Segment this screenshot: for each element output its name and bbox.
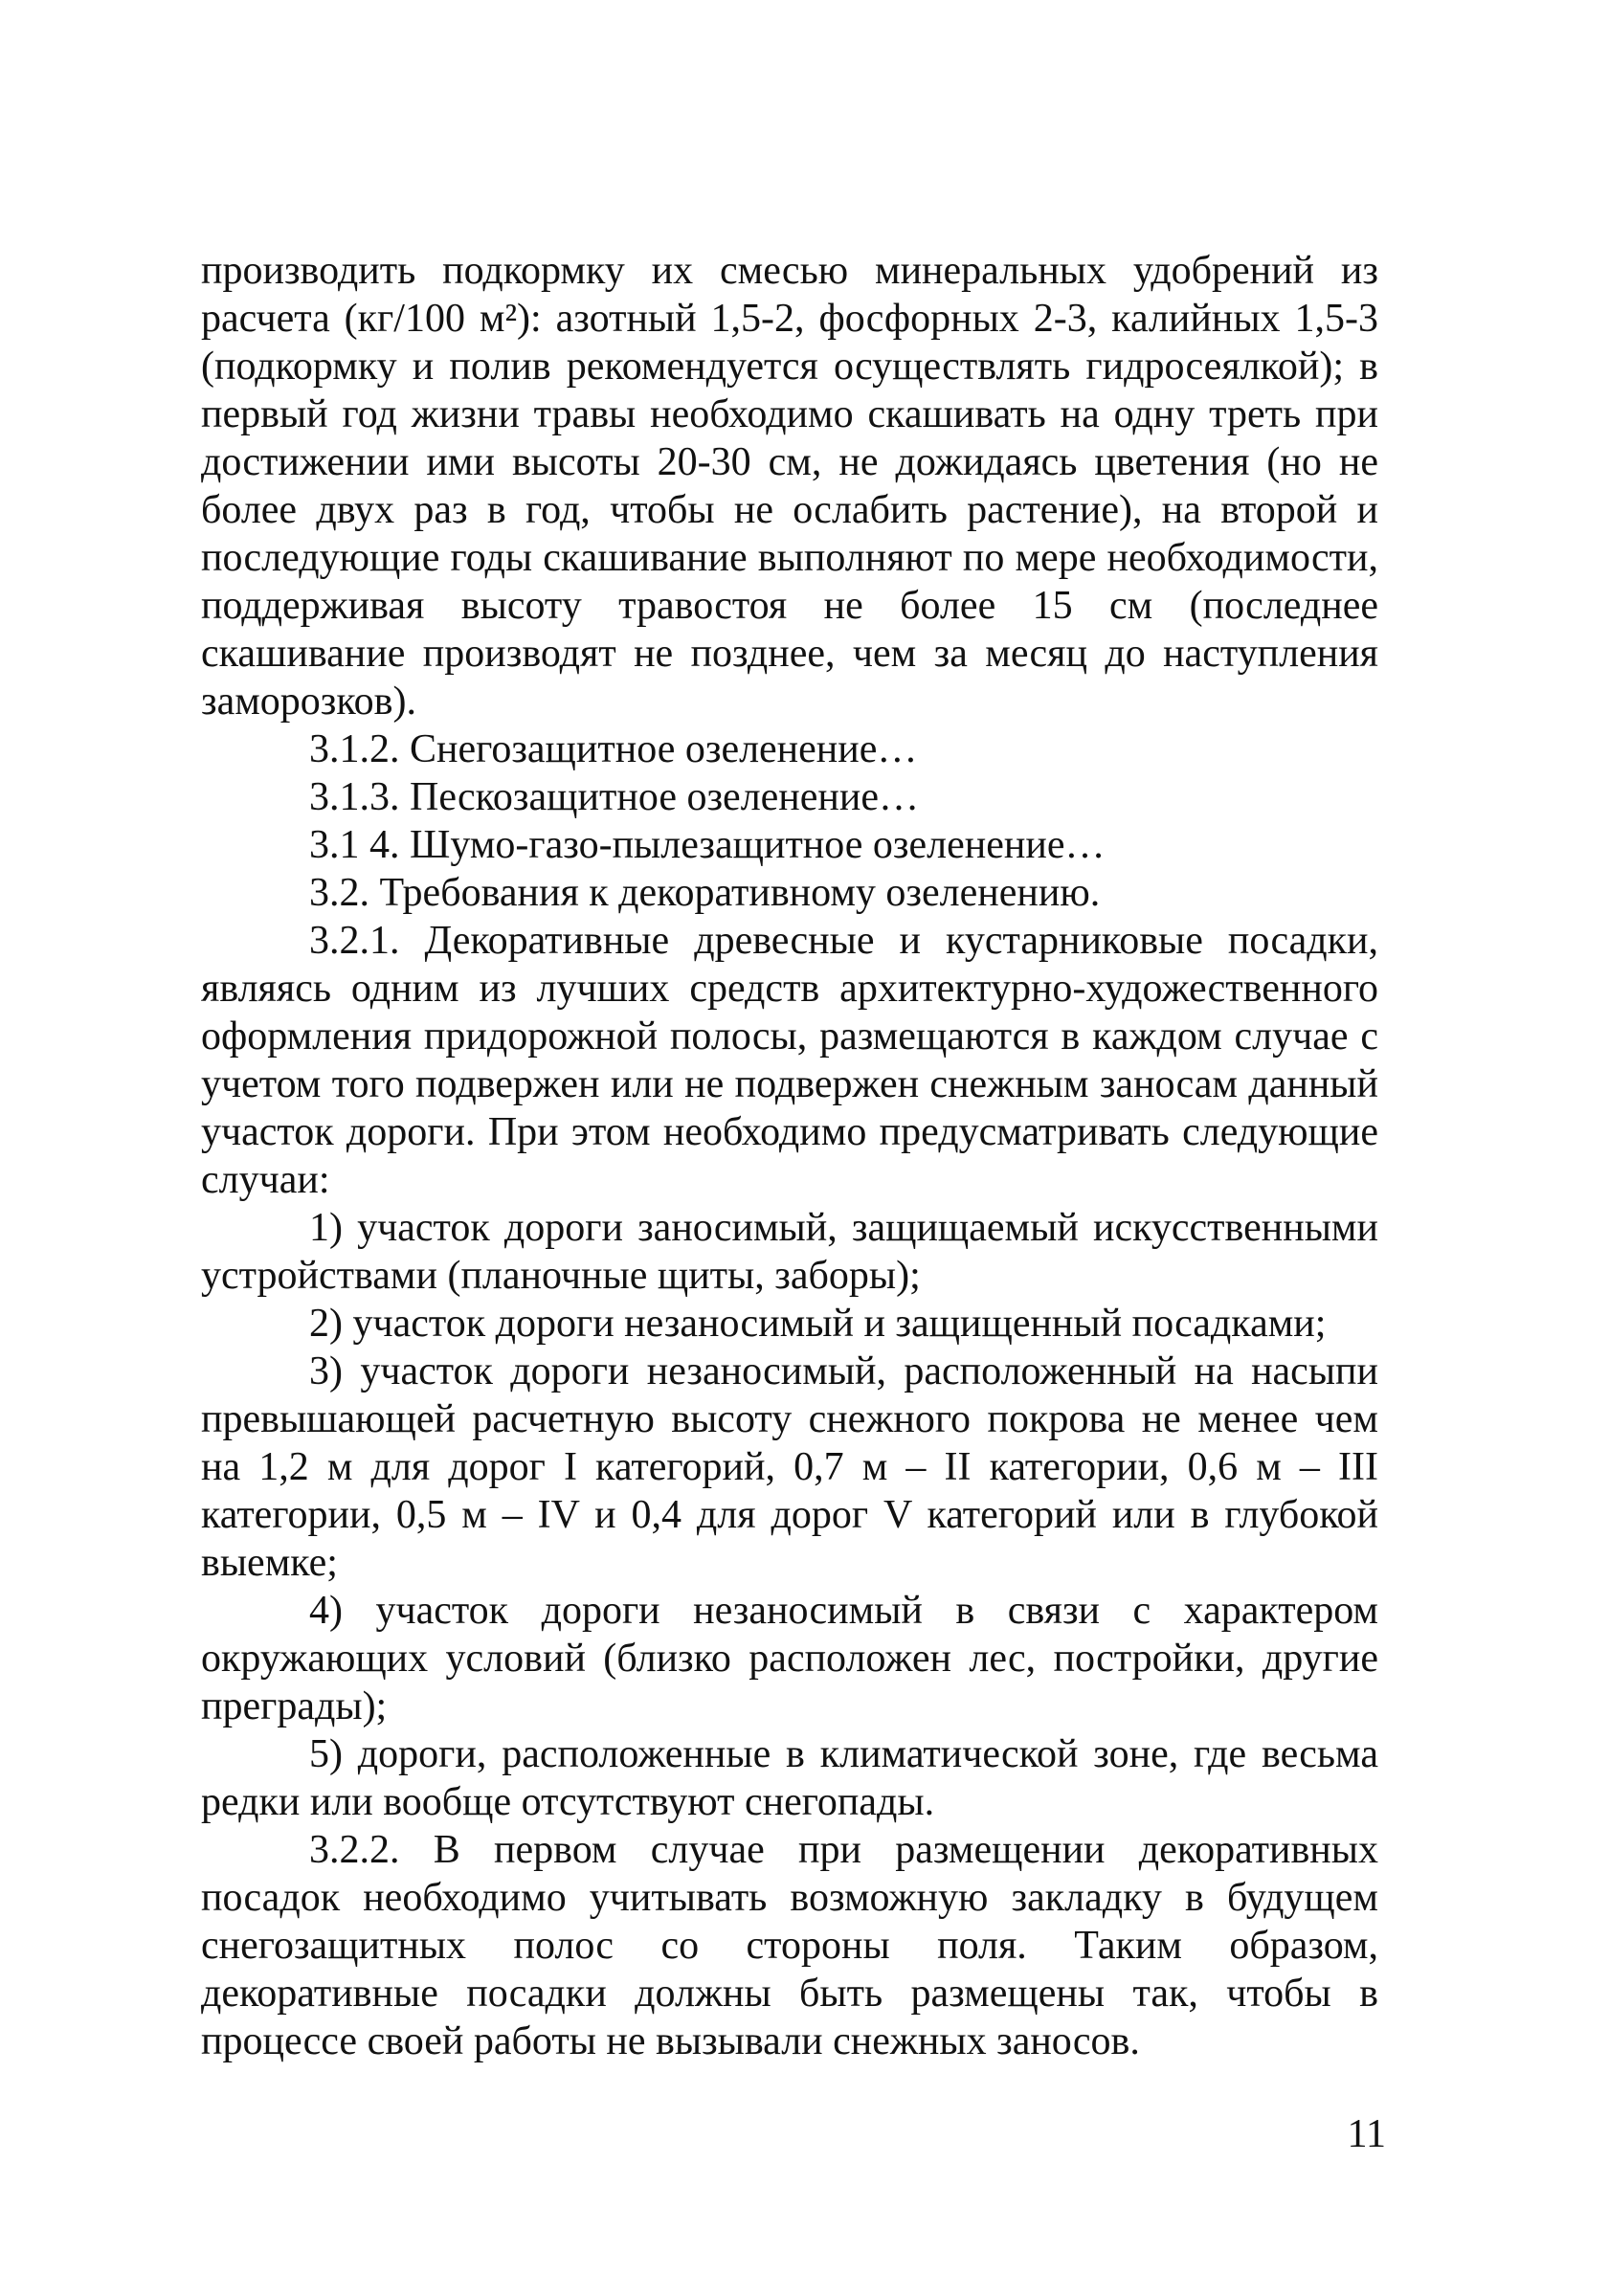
document-body: [201, 247, 1378, 2065]
page-number: 11: [1347, 2112, 1386, 2156]
heading-3-1-4-noise-gas-dust-protection: 3.1 4. Шумо-газо-пылезащитное озеленение…: [309, 823, 1106, 867]
list-item-1: 1) участок дороги заносимый, защищаемый искусственными устройствами (планочные щиты, заборы);: [201, 1206, 1378, 1298]
list-item-3: 3) участок дороги незаносимый, расположенный на насыпи превышающей расчетную высоту снежного покрова не менее чем на 1,2 м для дорог I категорий, 0,7 м – II категории, 0,6 м – III категории, 0,5 м – IV и 0,4 для дорог V категорий или в глубокой выемке;: [201, 1349, 1378, 1585]
heading-3-1-3-sand-protection: 3.1.3. Пескозащитное озеленение…: [309, 775, 920, 819]
heading-3-1-2-snow-protection: 3.1.2. Снегозащитное озеленение…: [309, 727, 918, 771]
paragraph-3-2-1: 3.2.1. Декоративные древесные и кустарниковые посадки, являясь одним из лучших средств архитектурно-художественного оформления придорожной полосы, размещаются в каждом случае с учетом того подвержен или не подвержен снежным заносам данный участок дороги. При этом необходимо предусматривать следующие случаи:: [201, 919, 1378, 1202]
list-item-2: 2) участок дороги незаносимый и защищенный посадками;: [309, 1302, 1327, 1346]
list-item-4: 4) участок дороги незаносимый в связи с характером окружающих условий (близко расположен лес, постройки, другие преграды);: [201, 1589, 1378, 1728]
heading-3-2-decorative-requirements: 3.2. Требования к декоративному озеленению.: [309, 871, 1101, 915]
list-item-5: 5) дороги, расположенные в климатической зоне, где весьма редки или вообще отсутствуют снегопады.: [201, 1732, 1378, 1824]
paragraph-3-2-2: 3.2.2. В первом случае при размещении декоративных посадок необходимо учитывать возможную закладку в будущем снегозащитных полос со стороны поля. Таким образом, декоративные посадки должны быть размещены так, чтобы в процессе своей работы не вызывали снежных заносов.: [201, 1828, 1378, 2063]
paragraph-continuation-fertilizing: производить подкормку их смесью минеральных удобрений из расчета (кг/100 м²): азотный 1,5-2, фосфорных 2-3, калийных 1,5-3 (подкормку и полив рекомендуется осуществлять гидросеялкой); в первый год жизни травы необходимо скашивать на одну треть при достижении ими высоты 20-30 см, не дожидаясь цветения (но не более двух раз в год, чтобы не ослабить растение), на второй и последующие годы скашивание выполняют по мере необходимости, поддерживая высоту травостоя не более 15 см (последнее скашивание производят не позднее, чем за месяц до наступления заморозков).: [201, 249, 1378, 724]
